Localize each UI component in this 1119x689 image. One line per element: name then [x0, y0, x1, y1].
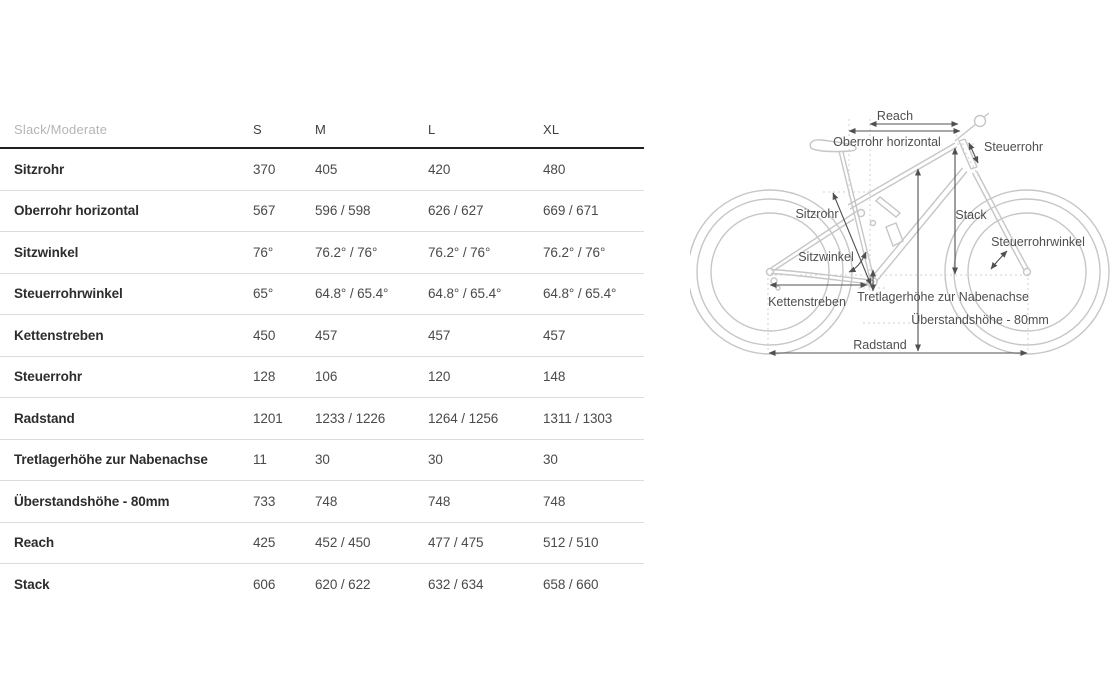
- table-row: [0, 357, 644, 399]
- cell: 30: [315, 452, 330, 468]
- cell: 457: [315, 327, 338, 343]
- col-header-l: L: [428, 122, 436, 137]
- table-row: [0, 315, 644, 357]
- table-row: [0, 481, 644, 523]
- col-header-xl: XL: [543, 122, 560, 137]
- cell: 30: [428, 452, 443, 468]
- row-label: Stack: [14, 576, 50, 592]
- row-label: Reach: [14, 535, 55, 551]
- label-reach: Reach: [876, 109, 914, 123]
- bottle: [886, 223, 903, 246]
- table-header-row: [0, 112, 644, 149]
- cell: 733: [253, 493, 276, 509]
- cell: 420: [428, 161, 451, 177]
- cell: 1233 / 1226: [315, 410, 386, 426]
- steuerrohrwinkel-arc: [991, 251, 1007, 269]
- cell: 567: [253, 203, 276, 219]
- label-tretlagerhoehe: Tretlagerhöhe zur Nabenachse: [857, 290, 1029, 304]
- row-label: Oberrohr horizontal: [14, 203, 139, 219]
- cell: 128: [253, 369, 276, 385]
- label-stack: Stack: [955, 208, 987, 222]
- cell: 512 / 510: [543, 535, 599, 551]
- cell: 480: [543, 161, 566, 177]
- cell: 596 / 598: [315, 203, 371, 219]
- cell: 457: [543, 327, 566, 343]
- table-row: [0, 149, 644, 191]
- cell: 30: [543, 452, 558, 468]
- table-row: [0, 274, 644, 316]
- cell: 120: [428, 369, 451, 385]
- col-header-s: S: [253, 122, 262, 137]
- geometry-table: [0, 112, 644, 605]
- cell: 452 / 450: [315, 535, 371, 551]
- row-label: Radstand: [14, 410, 75, 426]
- cell: 425: [253, 535, 276, 551]
- cell: 450: [253, 327, 276, 343]
- cell: 65°: [253, 286, 274, 302]
- cell: 76.2° / 76°: [428, 244, 491, 260]
- row-label: Tretlagerhöhe zur Nabenachse: [14, 452, 208, 468]
- diagram-labels: [768, 109, 1085, 352]
- cell: 669 / 671: [543, 203, 599, 219]
- cell: 64.8° / 65.4°: [543, 286, 617, 302]
- cell: 11: [253, 452, 267, 468]
- cell: 1201: [253, 410, 283, 426]
- table-row: [0, 398, 644, 440]
- cell: 64.8° / 65.4°: [315, 286, 389, 302]
- label-oberrohr: Oberrohr horizontal: [833, 135, 941, 149]
- label-steuerrohrwinkel: Steuerrohrwinkel: [991, 235, 1085, 249]
- cell: 606: [253, 576, 276, 592]
- cell: 405: [315, 161, 338, 177]
- row-label: Sitzrohr: [14, 161, 65, 177]
- cell: 477 / 475: [428, 535, 484, 551]
- table-row: [0, 440, 644, 482]
- cell: 76.2° / 76°: [315, 244, 378, 260]
- cell: 748: [428, 493, 451, 509]
- row-label: Steuerrohrwinkel: [14, 286, 123, 302]
- cell: 626 / 627: [428, 203, 484, 219]
- cell: 148: [543, 369, 566, 385]
- cell: 620 / 622: [315, 576, 371, 592]
- table-row: [0, 191, 644, 233]
- label-steuerrohr: Steuerrohr: [984, 140, 1044, 154]
- cell: 1311 / 1303: [543, 410, 613, 426]
- cell: 64.8° / 65.4°: [428, 286, 502, 302]
- table-row: [0, 564, 644, 605]
- row-label: Steuerrohr: [14, 369, 83, 385]
- grip: [975, 116, 986, 127]
- cell: 748: [315, 493, 338, 509]
- label-radstand: Radstand: [853, 338, 907, 352]
- label-kettenstreben: Kettenstreben: [768, 295, 846, 309]
- table-row: [0, 523, 644, 565]
- shock: [876, 197, 900, 217]
- cell: 76°: [253, 244, 274, 260]
- label-sitzrohr: Sitzrohr: [795, 207, 839, 221]
- col-header-m: M: [315, 122, 327, 137]
- table-body: [0, 149, 644, 605]
- cell: 632 / 634: [428, 576, 484, 592]
- row-label: Kettenstreben: [14, 327, 104, 343]
- row-label: Sitzwinkel: [14, 244, 79, 260]
- label-sitzwinkel: Sitzwinkel: [798, 250, 854, 264]
- table-row: [0, 232, 644, 274]
- cell: 1264 / 1256: [428, 410, 499, 426]
- label-ueberstandshoehe: Überstandshöhe - 80mm: [911, 313, 1049, 327]
- cell: 370: [253, 161, 276, 177]
- bike-geometry-diagram: [690, 95, 1119, 385]
- cell: 106: [315, 369, 338, 385]
- cell: 658 / 660: [543, 576, 599, 592]
- table-header-mode: Slack/Moderate: [14, 122, 108, 137]
- cell: 748: [543, 493, 566, 509]
- row-label: Überstandshöhe - 80mm: [14, 493, 170, 509]
- cell: 457: [428, 327, 451, 343]
- cell: 76.2° / 76°: [543, 244, 606, 260]
